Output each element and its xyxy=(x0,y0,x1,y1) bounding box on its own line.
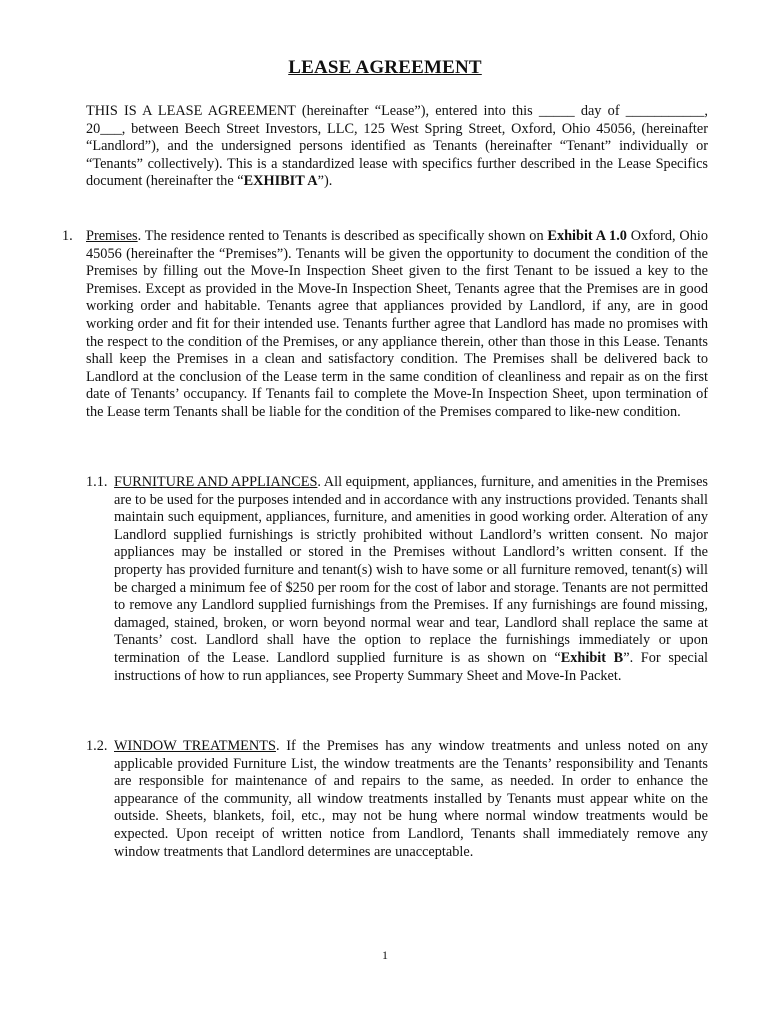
section-1-1-exhibit-ref: Exhibit B xyxy=(560,649,624,666)
section-1-1-text-b: ”. For special instructions of how to run appliances, see Property Summary Sheet and Move-In Packet. xyxy=(114,649,709,684)
section-1-text-a: . The residence rented to Tenants is described as specifically shown on xyxy=(137,228,548,244)
page-number: 1 xyxy=(382,948,388,962)
section-1-2-paragraph xyxy=(114,738,708,861)
section-1-number: 1. xyxy=(62,228,73,244)
section-1-1-paragraph xyxy=(114,474,708,685)
intro-paragraph xyxy=(86,103,708,191)
section-1-1-heading: FURNITURE AND APPLIANCES xyxy=(114,474,318,490)
section-1-2-text: . If the Premises has any window treatments and unless noted on any applicable provided Furniture List, the window treatments are the Tenants’ responsibility and Tenants are responsible for maintenance of and repairs to the same, as needed. In order to enhance the appearance of the community, all window treatments installed by Tenants must appear white on the outside. Sheets, blankets, foil, etc., may not be hung where normal window treatments would be expected. Upon receipt of written notice from Landlord, Tenants shall immediately remove any window treatments that Landlord determines are unacceptable. xyxy=(114,738,708,860)
intro-text-end: ”). xyxy=(317,173,333,190)
section-1-text-b: Oxford, Ohio 45056 (hereinafter the “Premises”). Tenants will be given the opportunity to document the condition of the Premises by filling out the Move-In Inspection Sheet given to the first Tenant to be issued a key to the Premises. Except as provided in the Move-In Inspection Sheet, Tenants agree that the Premises are in good working order and habitable. Tenants agree that appliances provided by Landlord, if any, are in good working order and fit for their intended use. Tenants further agree that Landlord has made no promises with the respect to the condition of the Premises, or any appliance therein, other than those in this Lease. Tenants shall keep the Premises in a clean and satisfactory condition. The Premises shall be delivered back to Landlord at the conclusion of the Lease term in the same condition of cleanliness and repair as on the first date of Tenants’ occupancy. If Tenants fail to complete the Move-In Inspection Sheet, upon termination of the Lease term Tenants shall be liable for the condition of the Premises compared to like-new condition. xyxy=(86,228,709,420)
intro-exhibit-ref: EXHIBIT A xyxy=(243,173,318,190)
intro-text: THIS IS A LEASE AGREEMENT (hereinafter “Lease”), entered into this _____ day of ___________, 20___, between Beech Street Investors, LLC, 125 West Spring Street, Oxford, Ohio 45056, (hereinafter “Landlord”), and the undersigned persons identified as Tenants (hereinafter “Tenant” individually or “Tenants” collectively). This is a standardized lease with specifics further described in the Lease Specifics document (hereinafter the “ xyxy=(86,103,708,190)
section-1-1-text-a: . All equipment, appliances, furniture, and amenities in the Premises are to be used for the purposes intended and in accordance with any instructions provided. Tenants shall maintain such equipment, appliances, furniture, and amenities in good working order. Alteration of any Landlord supplied furnishings is strictly prohibited without Landlord’s written consent. No major appliances may be installed or stored in the Premises without Landlord’s written consent. If the property has provided furniture and tenant(s) wish to have some or all furniture removed, tenant(s) will be charged a minimum fee of $250 per room for the cost of labor and storage. Tenants are not permitted to remove any Landlord supplied furnishings from the Premises. If any furnishings are found missing, damaged, stained, broken, or worn beyond normal wear and tear, Landlord shall replace the same at Tenants’ cost. Landlord shall have the option to replace the furnishings immediately or upon termination of the Lease. Landlord supplied furniture is as shown on “ xyxy=(114,474,708,666)
section-1-2-heading: WINDOW TREATMENTS xyxy=(114,738,276,754)
document-title: LEASE AGREEMENT xyxy=(288,57,482,78)
section-1-2-number: 1.2. xyxy=(86,738,108,754)
section-1-paragraph xyxy=(86,228,708,422)
section-1-1-number: 1.1. xyxy=(86,474,108,490)
section-1-heading: Premises xyxy=(86,228,138,244)
section-1-exhibit-ref: Exhibit A 1.0 xyxy=(547,228,627,244)
